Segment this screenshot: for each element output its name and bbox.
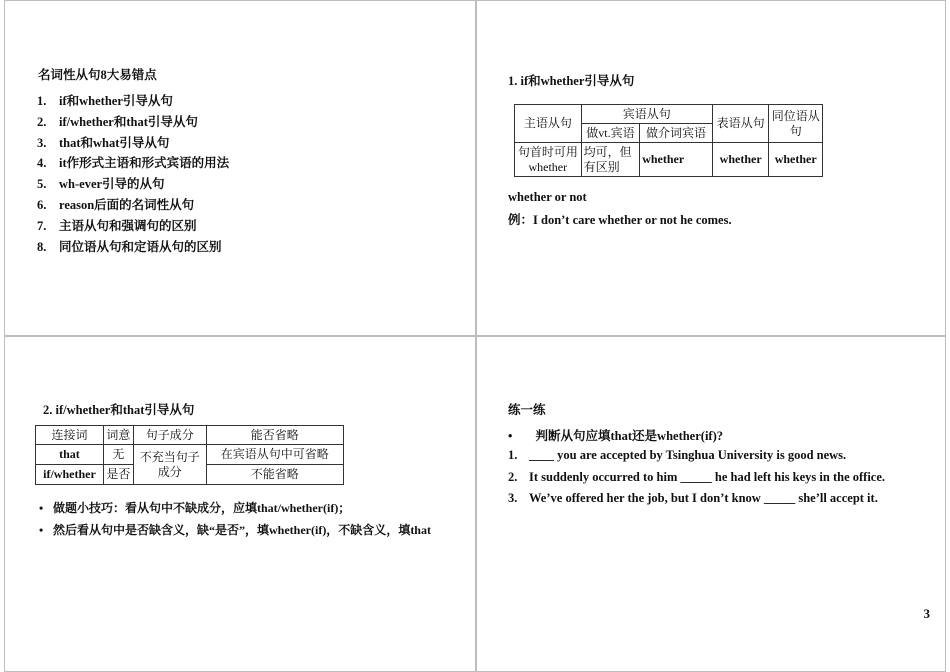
bullet-icon: • xyxy=(39,523,44,537)
outline-item xyxy=(37,153,229,174)
outline-item xyxy=(37,112,229,133)
item-number: 7. xyxy=(37,218,47,233)
outline-item xyxy=(37,174,229,195)
practice-instruction xyxy=(508,426,723,444)
header-prep-object: 做介词宾语 xyxy=(640,124,713,143)
cell-that: that xyxy=(36,445,104,465)
slide-outline xyxy=(4,0,476,336)
question-list xyxy=(508,445,885,510)
phrase-whether-or-not: whether or not xyxy=(508,190,587,204)
item-number: 4. xyxy=(37,156,47,171)
tip-text: 做题小技巧：看从句中不缺成分，应填that/whether(if)； xyxy=(53,501,351,515)
instruction-text: 判断从句应填that还是whether(if)? xyxy=(535,429,723,443)
slide-if-whether-that xyxy=(4,336,476,672)
cell-if-whether-omission: 不能省略 xyxy=(206,465,343,485)
question-item xyxy=(508,467,885,489)
outline-list xyxy=(37,91,229,257)
slide-practice xyxy=(476,336,946,672)
outline-title: 名词性从句8大易错点 xyxy=(38,68,157,82)
item-number: 2. xyxy=(37,114,47,129)
cell-prep: whether xyxy=(640,143,713,177)
item-number: 8. xyxy=(37,239,47,254)
page-number: 3 xyxy=(923,606,930,621)
question-number: 3. xyxy=(508,491,518,505)
tip-item xyxy=(39,520,469,541)
cell-appositive: whether xyxy=(769,143,823,177)
header-appositive-clause: 同位语从句 xyxy=(769,105,823,143)
cell-sentence-role: 不充当句子成分 xyxy=(133,445,206,485)
question-text: It suddenly occurred to him _____ he had left his keys in the office. xyxy=(529,469,886,484)
header-vt-object: 做vt.宾语 xyxy=(581,124,640,143)
question-text: We’ve offered her the job, but I don’t know _____ she’ll accept it. xyxy=(529,491,878,505)
outline-item xyxy=(37,237,229,258)
example-sentence: 例：I don’t care whether or not he comes. xyxy=(508,213,732,227)
slide-title: 1. if和whether引导从句 xyxy=(508,74,635,88)
header-subject-clause: 主语从句 xyxy=(515,105,582,143)
cell-vt: 均可，但有区别 xyxy=(581,143,640,177)
header-omission: 能否省略 xyxy=(206,426,343,445)
cell-predicative: whether xyxy=(712,143,769,177)
bullet-icon: • xyxy=(39,501,44,515)
cell-subject: 句首时可用whether xyxy=(515,143,582,177)
item-number: 3. xyxy=(37,135,47,150)
slide-title: 2. if/whether和that引导从句 xyxy=(43,403,195,417)
question-number: 2. xyxy=(508,469,518,484)
item-number: 1. xyxy=(37,94,47,108)
cell-that-omission: 在宾语从句中可省略 xyxy=(206,445,343,465)
tip-item xyxy=(39,498,469,519)
outline-item xyxy=(37,91,229,112)
item-number: 6. xyxy=(37,197,47,212)
tip-text: 然后看从句中是否缺含义，缺“是否”，填whether(if)，不缺含义，填that xyxy=(53,523,431,537)
header-sentence-role: 句子成分 xyxy=(133,426,206,445)
outline-item xyxy=(37,133,229,154)
cell-if-whether: if/whether xyxy=(36,465,104,485)
question-item xyxy=(508,488,885,510)
outline-item xyxy=(37,195,229,216)
item-text: that和what引导从句 xyxy=(59,135,170,150)
slide-if-whether xyxy=(476,0,946,336)
header-object-clause: 宾语从句 xyxy=(581,105,712,124)
slide-title: 练一练 xyxy=(508,403,546,417)
cell-if-whether-meaning: 是否 xyxy=(103,465,133,485)
item-text: 主语从句和强调句的区别 xyxy=(59,218,197,233)
header-meaning: 词意 xyxy=(103,426,133,445)
conjunction-table xyxy=(35,425,344,485)
item-text: it作形式主语和形式宾语的用法 xyxy=(59,156,230,171)
header-predicative-clause: 表语从句 xyxy=(712,105,769,143)
item-text: 同位语从句和定语从句的区别 xyxy=(59,239,222,254)
question-item xyxy=(508,445,885,467)
item-text: if和whether引导从句 xyxy=(59,94,173,108)
cell-that-meaning: 无 xyxy=(103,445,133,465)
bullet-icon: • xyxy=(508,429,513,443)
item-text: if/whether和that引导从句 xyxy=(59,114,198,129)
outline-item xyxy=(37,216,229,237)
header-conjunction: 连接词 xyxy=(36,426,104,445)
clause-table xyxy=(514,104,823,177)
question-text: ____ you are accepted by Tsinghua University is good news. xyxy=(529,448,847,462)
item-number: 5. xyxy=(37,177,47,192)
item-text: reason后面的名词性从句 xyxy=(59,197,195,212)
question-number: 1. xyxy=(508,448,518,462)
item-text: wh-ever引导的从句 xyxy=(59,177,165,192)
